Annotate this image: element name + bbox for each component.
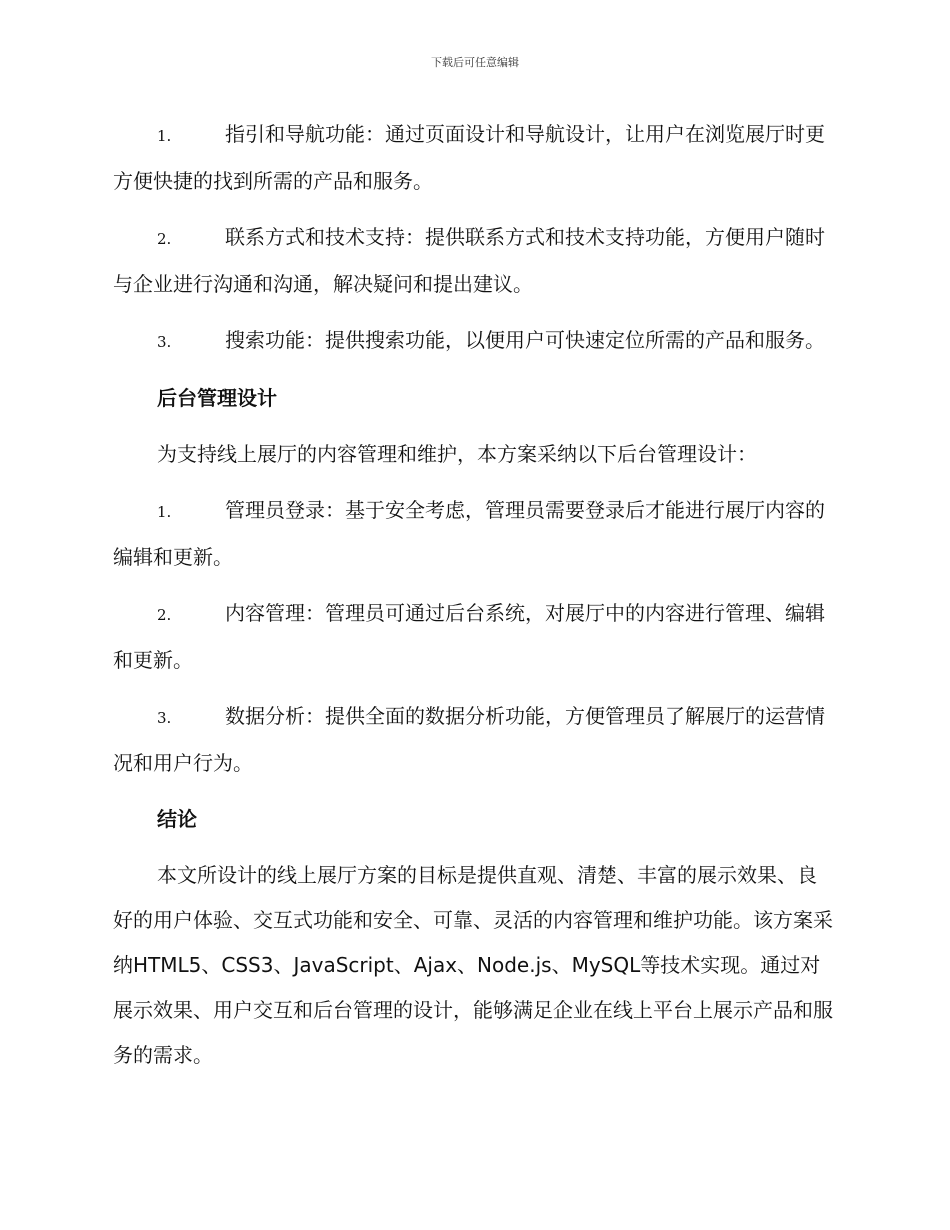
list-text: 搜索功能：提供搜索功能，以便用户可快速定位所需的产品和服务。	[225, 328, 825, 352]
list-number: 1.	[157, 127, 172, 145]
list-number: 2.	[157, 230, 172, 248]
list-text: 数据分析：提供全面的数据分析功能，方便管理员了解展厅的运营情况和用户行为。	[113, 704, 825, 775]
document-body	[113, 112, 835, 1089]
conclusion-paragraph: 本文所设计的线上展厅方案的目标是提供直观、清楚、丰富的展示效果、良好的用户体验、交互式功能和安全、可靠、灵活的内容管理和维护功能。该方案采纳HTML5、CSS3、JavaScript、Ajax、Node.js、MySQL等技术实现。通过对展示效果、用户交互和后台管理的设计，能够满足企业在线上平台上展示产品和服务的需求。	[113, 863, 833, 1067]
section-heading-conclusion: 结论	[157, 807, 197, 831]
section-heading-backend: 后台管理设计	[157, 386, 277, 410]
backend-intro: 为支持线上展厅的内容管理和维护，本方案采纳以下后台管理设计：	[157, 442, 757, 466]
list-item	[113, 318, 835, 365]
list-number: 3.	[157, 333, 172, 351]
list-item	[113, 488, 835, 580]
list-number: 1.	[157, 503, 172, 521]
list-item	[113, 215, 835, 307]
list-text: 管理员登录：基于安全考虑，管理员需要登录后才能进行展厅内容的编辑和更新。	[113, 498, 825, 569]
list-item	[113, 591, 835, 683]
page-header: 下载后可任意编辑	[431, 56, 519, 69]
list-item	[113, 694, 835, 786]
list-text: 内容管理：管理员可通过后台系统，对展厅中的内容进行管理、编辑和更新。	[113, 601, 825, 672]
list-text: 联系方式和技术支持：提供联系方式和技术支持功能，方便用户随时与企业进行沟通和沟通，解决疑问和提出建议。	[113, 225, 825, 296]
list-item	[113, 112, 835, 204]
list-number: 3.	[157, 709, 172, 727]
list-text: 指引和导航功能：通过页面设计和导航设计，让用户在浏览展厅时更方便快捷的找到所需的产品和服务。	[113, 122, 825, 193]
list-number: 2.	[157, 606, 172, 624]
